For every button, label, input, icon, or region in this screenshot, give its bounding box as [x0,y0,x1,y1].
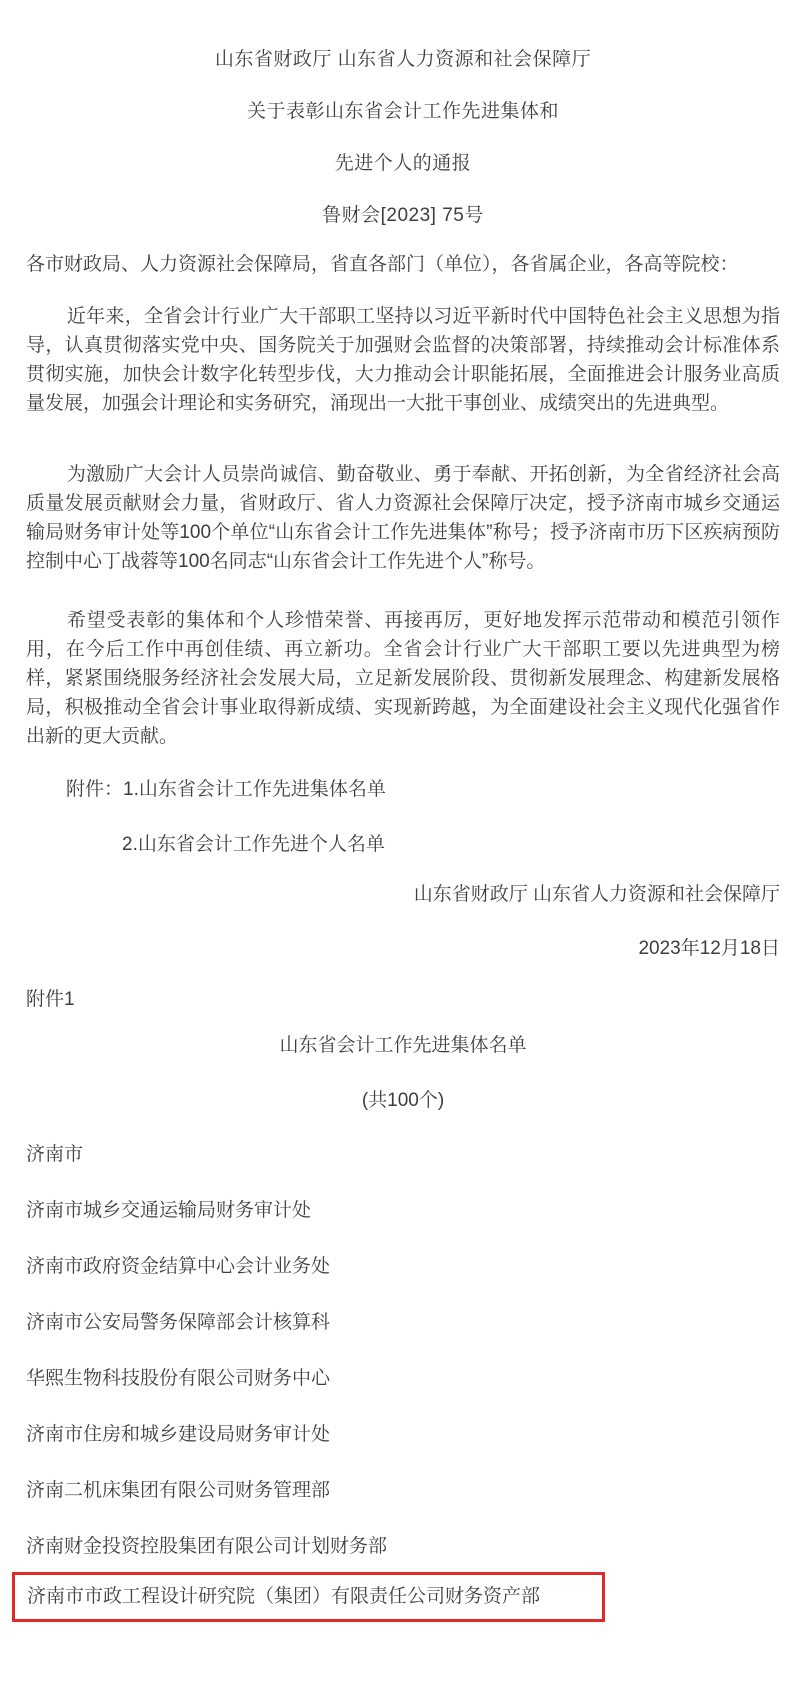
highlighted-list-item: 济南市市政工程设计研究院（集团）有限责任公司财务资产部 [27,1586,541,1607]
issue-date: 2023年12月18日 [638,938,780,959]
doc-title-issuers: 山东省财政厅 山东省人力资源和社会保障厅 [214,49,592,70]
list-item: 济南市住房和城乡建设局财务审计处 [26,1424,331,1445]
document-body [0,48,800,1622]
list-item: 华熙生物科技股份有限公司财务中心 [26,1368,331,1389]
list-item: 济南市城乡交通运输局财务审计处 [26,1200,312,1221]
annex-label: 附件1 [26,989,75,1010]
salutation-line: 各市财政局、人力资源社会保障局，省直各部门（单位），各省属企业，各高等院校： [26,254,739,275]
paragraph-1: 近年来，全省会计行业广大干部职工坚持以习近平新时代中国特色社会主义思想为指导，认真贯彻落实党中央、国务院关于加强财会监督的决策部署，持续推动会计标准体系贯彻实施，加快会计数字化转型步伐，大力推动会计职能拓展，全面推进会计服务业高质量发展，加强会计理论和实务研究，涌现出一大批干事创业、成绩突出的先进典型。 [26,306,780,414]
doc-title-line-1: 关于表彰山东省会计工作先进集体和 [246,101,559,122]
doc-title-line-2: 先进个人的通报 [334,153,472,174]
list-item: 济南市政府资金结算中心会计业务处 [26,1256,331,1277]
city-header: 济南市 [26,1144,84,1165]
paragraph-2: 为激励广大会计人员崇尚诚信、勤奋敬业、勇于奉献、开拓创新，为全省经济社会高质量发展贡献财会力量，省财政厅、省人力资源社会保障厅决定，授予济南市城乡交通运输局财务审计处等100个单位“山东省会计工作先进集体”称号；授予济南市历下区疾病预防控制中心丁战蓉等100名同志“山东省会计工作先进个人”称号。 [26,464,780,572]
list-item: 济南财金投资控股集团有限公司计划财务部 [26,1536,388,1557]
attachment-list-line-1: 附件：1.山东省会计工作先进集体名单 [66,779,386,800]
list-item: 济南二机床集团有限公司财务管理部 [26,1480,331,1501]
doc-number: 鲁财会[2023] 75号 [322,205,484,226]
annex-title: 山东省会计工作先进集体名单 [279,1035,527,1056]
highlight-red-box [12,1572,605,1622]
signature-issuers: 山东省财政厅 山东省人力资源和社会保障厅 [413,884,780,905]
paragraph-3: 希望受表彰的集体和个人珍惜荣誉、再接再厉，更好地发挥示范带动和模范引领作用，在今后工作中再创佳绩、再立新功。全省会计行业广大干部职工要以先进典型为榜样，紧紧围绕服务经济社会发展大局，立足新发展阶段、贯彻新发展理念、构建新发展格局，积极推动全省会计事业取得新成绩、实现新跨越，为全面建设社会主义现代化强省作出新的更大贡献。 [26,610,780,747]
annex-count: (共100个) [361,1090,445,1111]
attachment-list-line-2: 2.山东省会计工作先进个人名单 [122,834,385,855]
list-item: 济南市公安局警务保障部会计核算科 [26,1312,331,1333]
